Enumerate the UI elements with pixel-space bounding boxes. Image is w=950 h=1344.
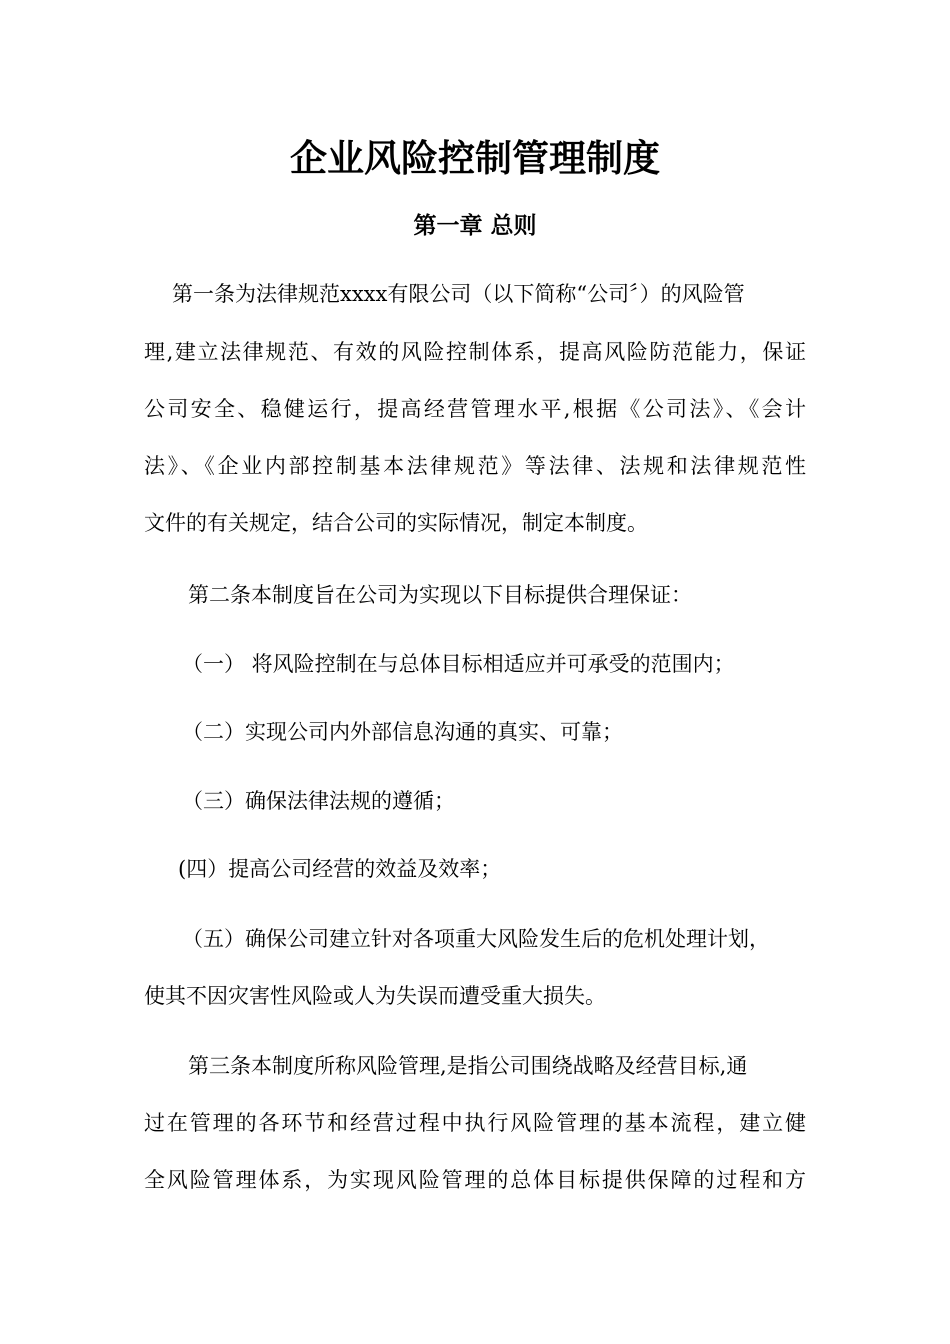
paragraph-line: 过在管理的各环节和经营过程中执行风险管理的基本流程，建立健: [144, 1111, 806, 1135]
paragraph-line: 理,建立法律规范、有效的风险控制体系，提高风险防范能力，保证: [144, 340, 806, 364]
list-item-continuation: 使其不因灾害性风险或人为失误而遭受重大损失。: [144, 984, 606, 1008]
list-item: (四）提高公司经营的效益及效率；: [178, 857, 502, 881]
paragraph-line: 第二条本制度旨在公司为实现以下目标提供合理保证：: [188, 583, 692, 607]
document-title: 企业风险控制管理制度: [290, 137, 660, 180]
paragraph-line: 第一条为法律规范xxxx有限公司（以下简称“公司〞）的风险管: [172, 282, 745, 306]
paragraph-line: 第三条本制度所称风险管理,是指公司围绕战略及经营目标,通: [188, 1054, 748, 1078]
list-item: （一） 将风险控制在与总体目标相适应并可承受的范围内；: [182, 652, 735, 676]
list-item: （二）实现公司内外部信息沟通的真实、可靠；: [182, 720, 623, 744]
paragraph-line: 法》、《企业内部控制基本法律规范》等法律、法规和法律规范性: [144, 454, 806, 478]
paragraph-line: 文件的有关规定，结合公司的实际情况，制定本制度。: [144, 511, 648, 535]
list-item: （三）确保法律法规的遵循；: [182, 789, 455, 813]
list-item: （五）确保公司建立针对各项重大风险发生后的危机处理计划，: [182, 927, 770, 951]
paragraph-line: 公司安全、稳健运行，提高经营管理水平,根据《公司法》、《会计: [144, 397, 806, 421]
chapter-heading: 第一章 总则: [413, 213, 537, 239]
paragraph-line: 全风险管理体系，为实现风险管理的总体目标提供保障的过程和方: [144, 1168, 806, 1192]
